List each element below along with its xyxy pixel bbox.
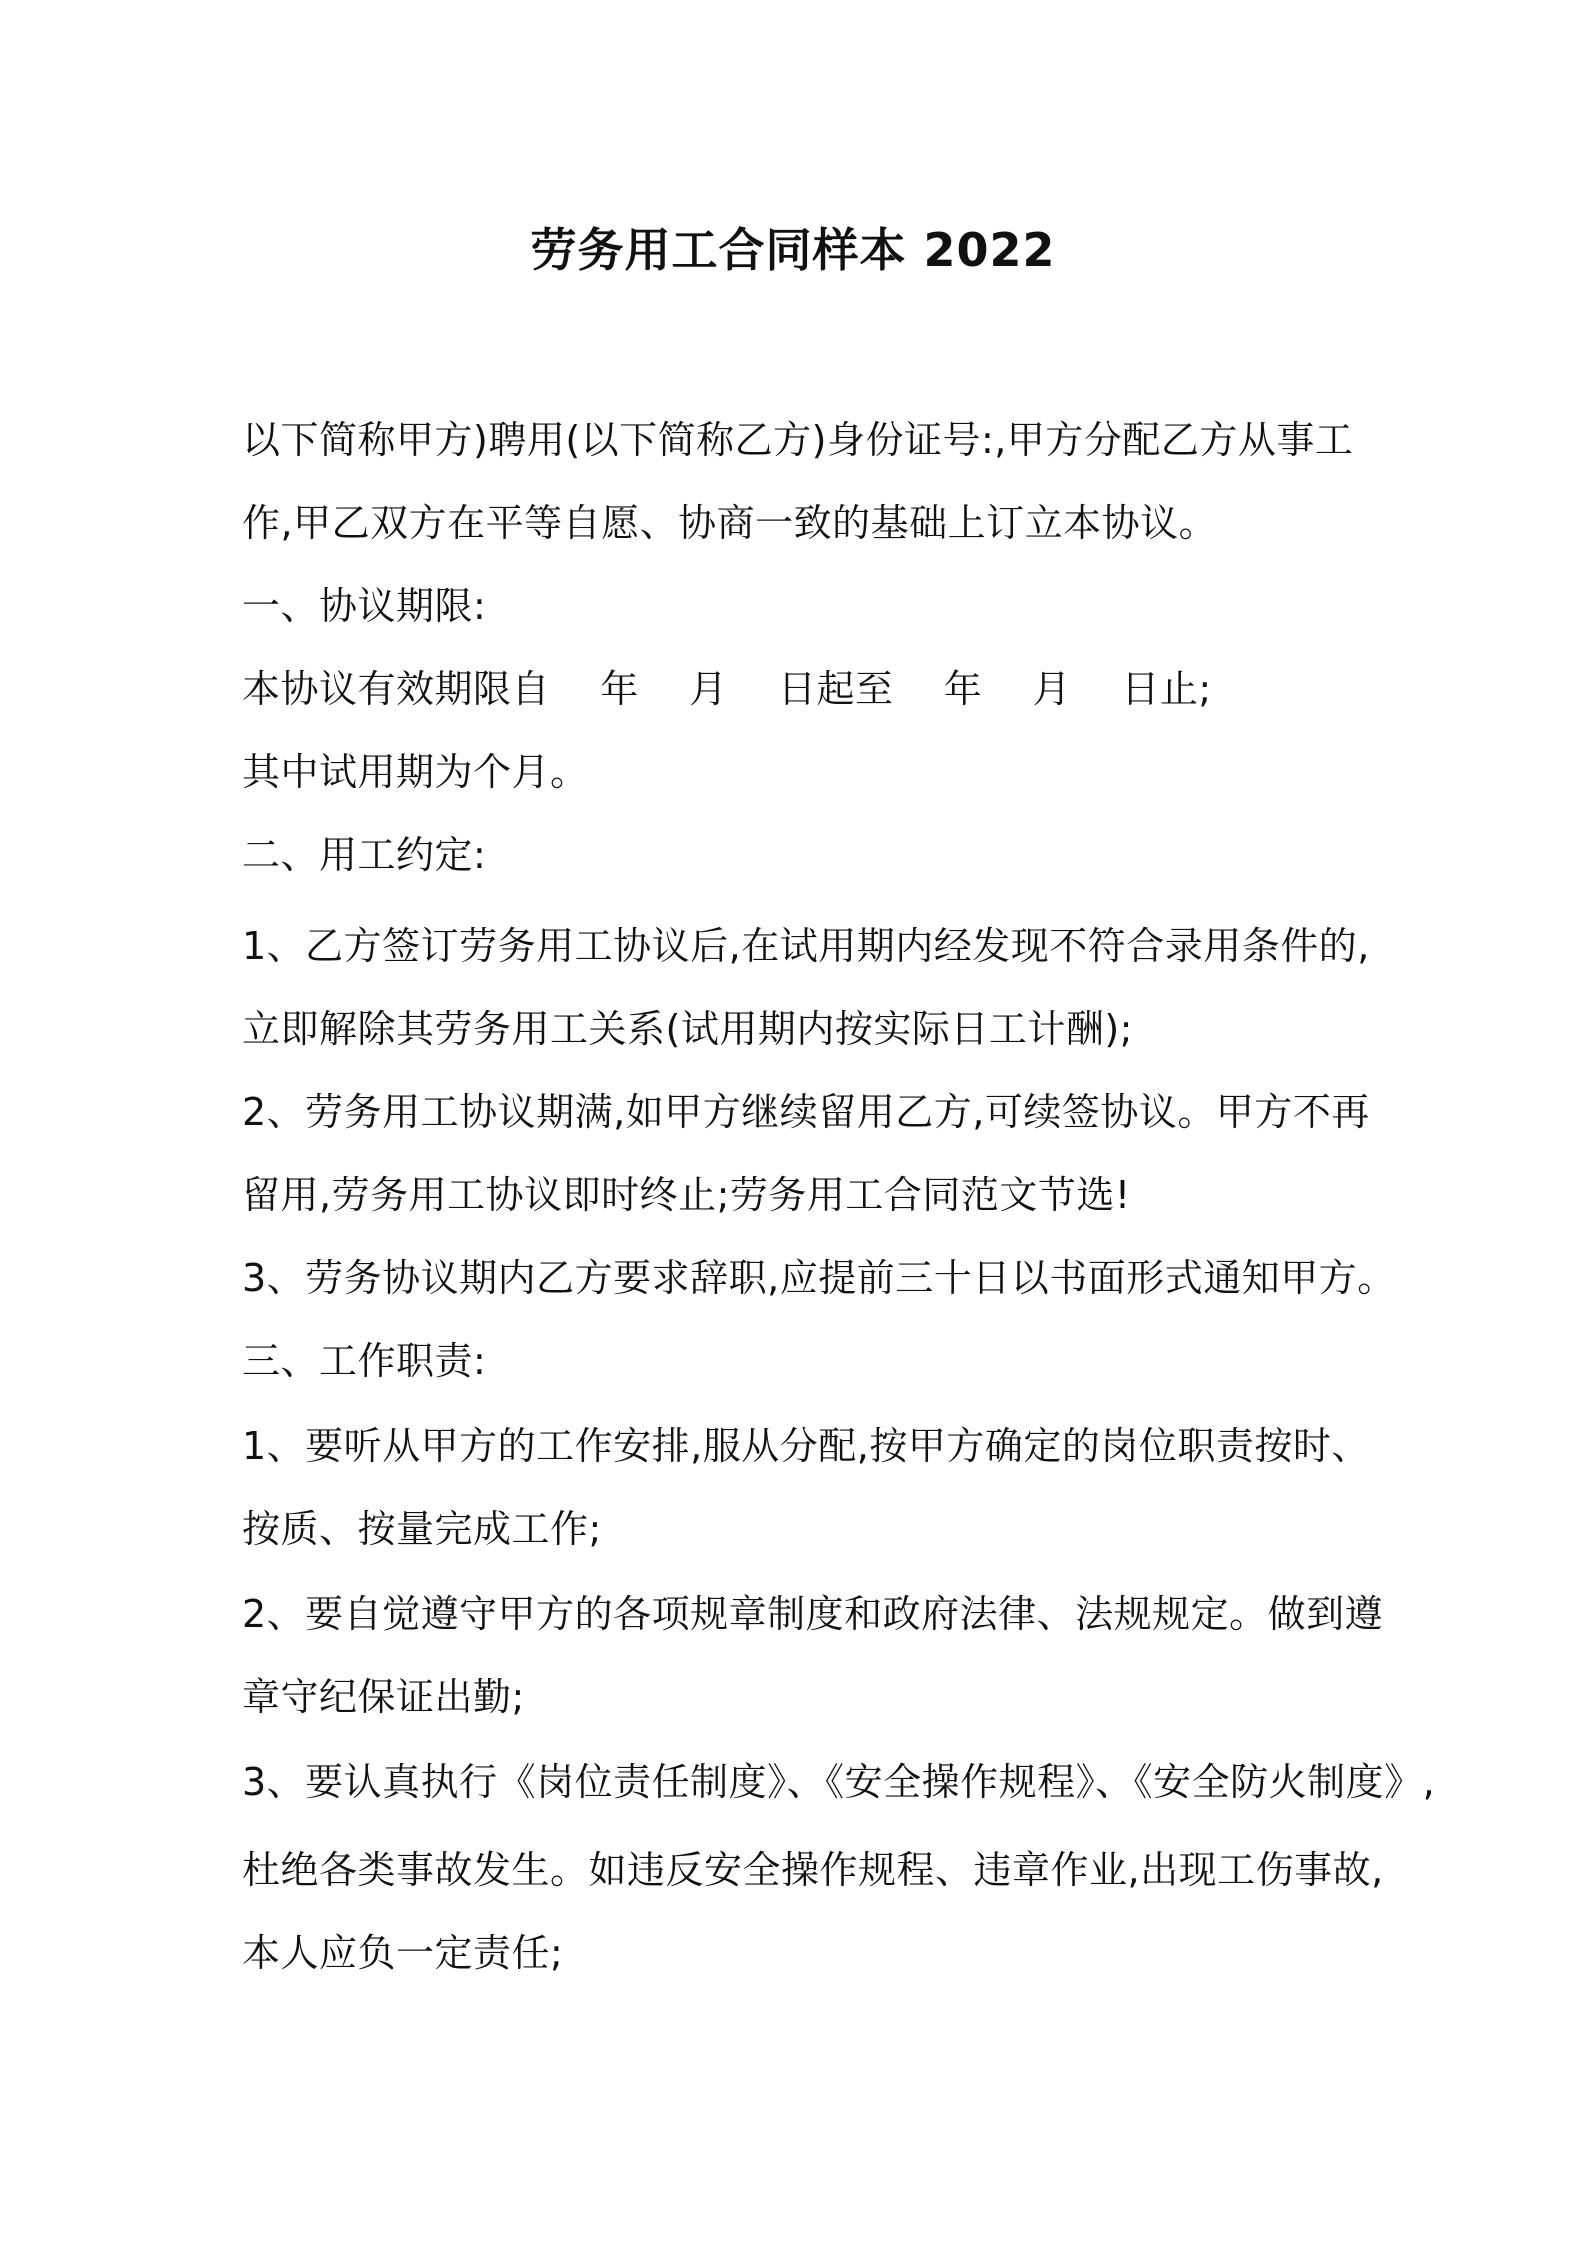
paragraph-line: 1、乙方签订劳务用工协议后,在试用期内经发现不符合录用条件的, bbox=[242, 924, 1370, 968]
paragraph-line: 本协议有效期限自 年 月 日起至 年 月 日止; bbox=[242, 667, 1212, 711]
section-heading: 二、用工约定: bbox=[242, 833, 487, 877]
paragraph-line: 杜绝各类事故发生。如违反安全操作规程、违章作业,出现工伤事故, bbox=[242, 1848, 1384, 1892]
section-heading: 三、工作职责: bbox=[242, 1339, 487, 1383]
paragraph-line: 3、劳务协议期内乙方要求辞职,应提前三十日以书面形式通知甲方。 bbox=[242, 1256, 1396, 1300]
paragraph-line: 章守纪保证出勤; bbox=[242, 1675, 525, 1719]
paragraph-line: 以下简称甲方)聘用(以下简称乙方)身份证号:,甲方分配乙方从事工 bbox=[242, 418, 1354, 462]
paragraph-line: 按质、按量完成工作; bbox=[242, 1507, 602, 1551]
paragraph-line: 2、要自觉遵守甲方的各项规章制度和政府法律、法规规定。做到遵 bbox=[242, 1592, 1384, 1636]
section-heading: 一、协议期限: bbox=[242, 584, 487, 628]
paragraph-line: 2、劳务用工协议期满,如甲方继续留用乙方,可续签协议。甲方不再 bbox=[242, 1090, 1370, 1134]
paragraph-line: 作,甲乙双方在平等自愿、协商一致的基础上订立本协议。 bbox=[242, 501, 1218, 545]
paragraph-line: 立即解除其劳务用工关系(试用期内按实际日工计酬); bbox=[242, 1007, 1133, 1051]
paragraph-line: 留用,劳务用工协议即时终止;劳务用工合同范文节选! bbox=[242, 1173, 1131, 1217]
paragraph-line: 其中试用期为个月。 bbox=[242, 750, 589, 794]
paragraph-line: 3、要认真执行《岗位责任制度》、《安全操作规程》、《安全防火制度》, bbox=[242, 1760, 1436, 1804]
paragraph-line: 1、要听从甲方的工作安排,服从分配,按甲方确定的岗位职责按时、 bbox=[242, 1424, 1370, 1468]
document-title: 劳务用工合同样本 2022 bbox=[530, 223, 1056, 277]
paragraph-line: 本人应负一定责任; bbox=[242, 1931, 564, 1975]
